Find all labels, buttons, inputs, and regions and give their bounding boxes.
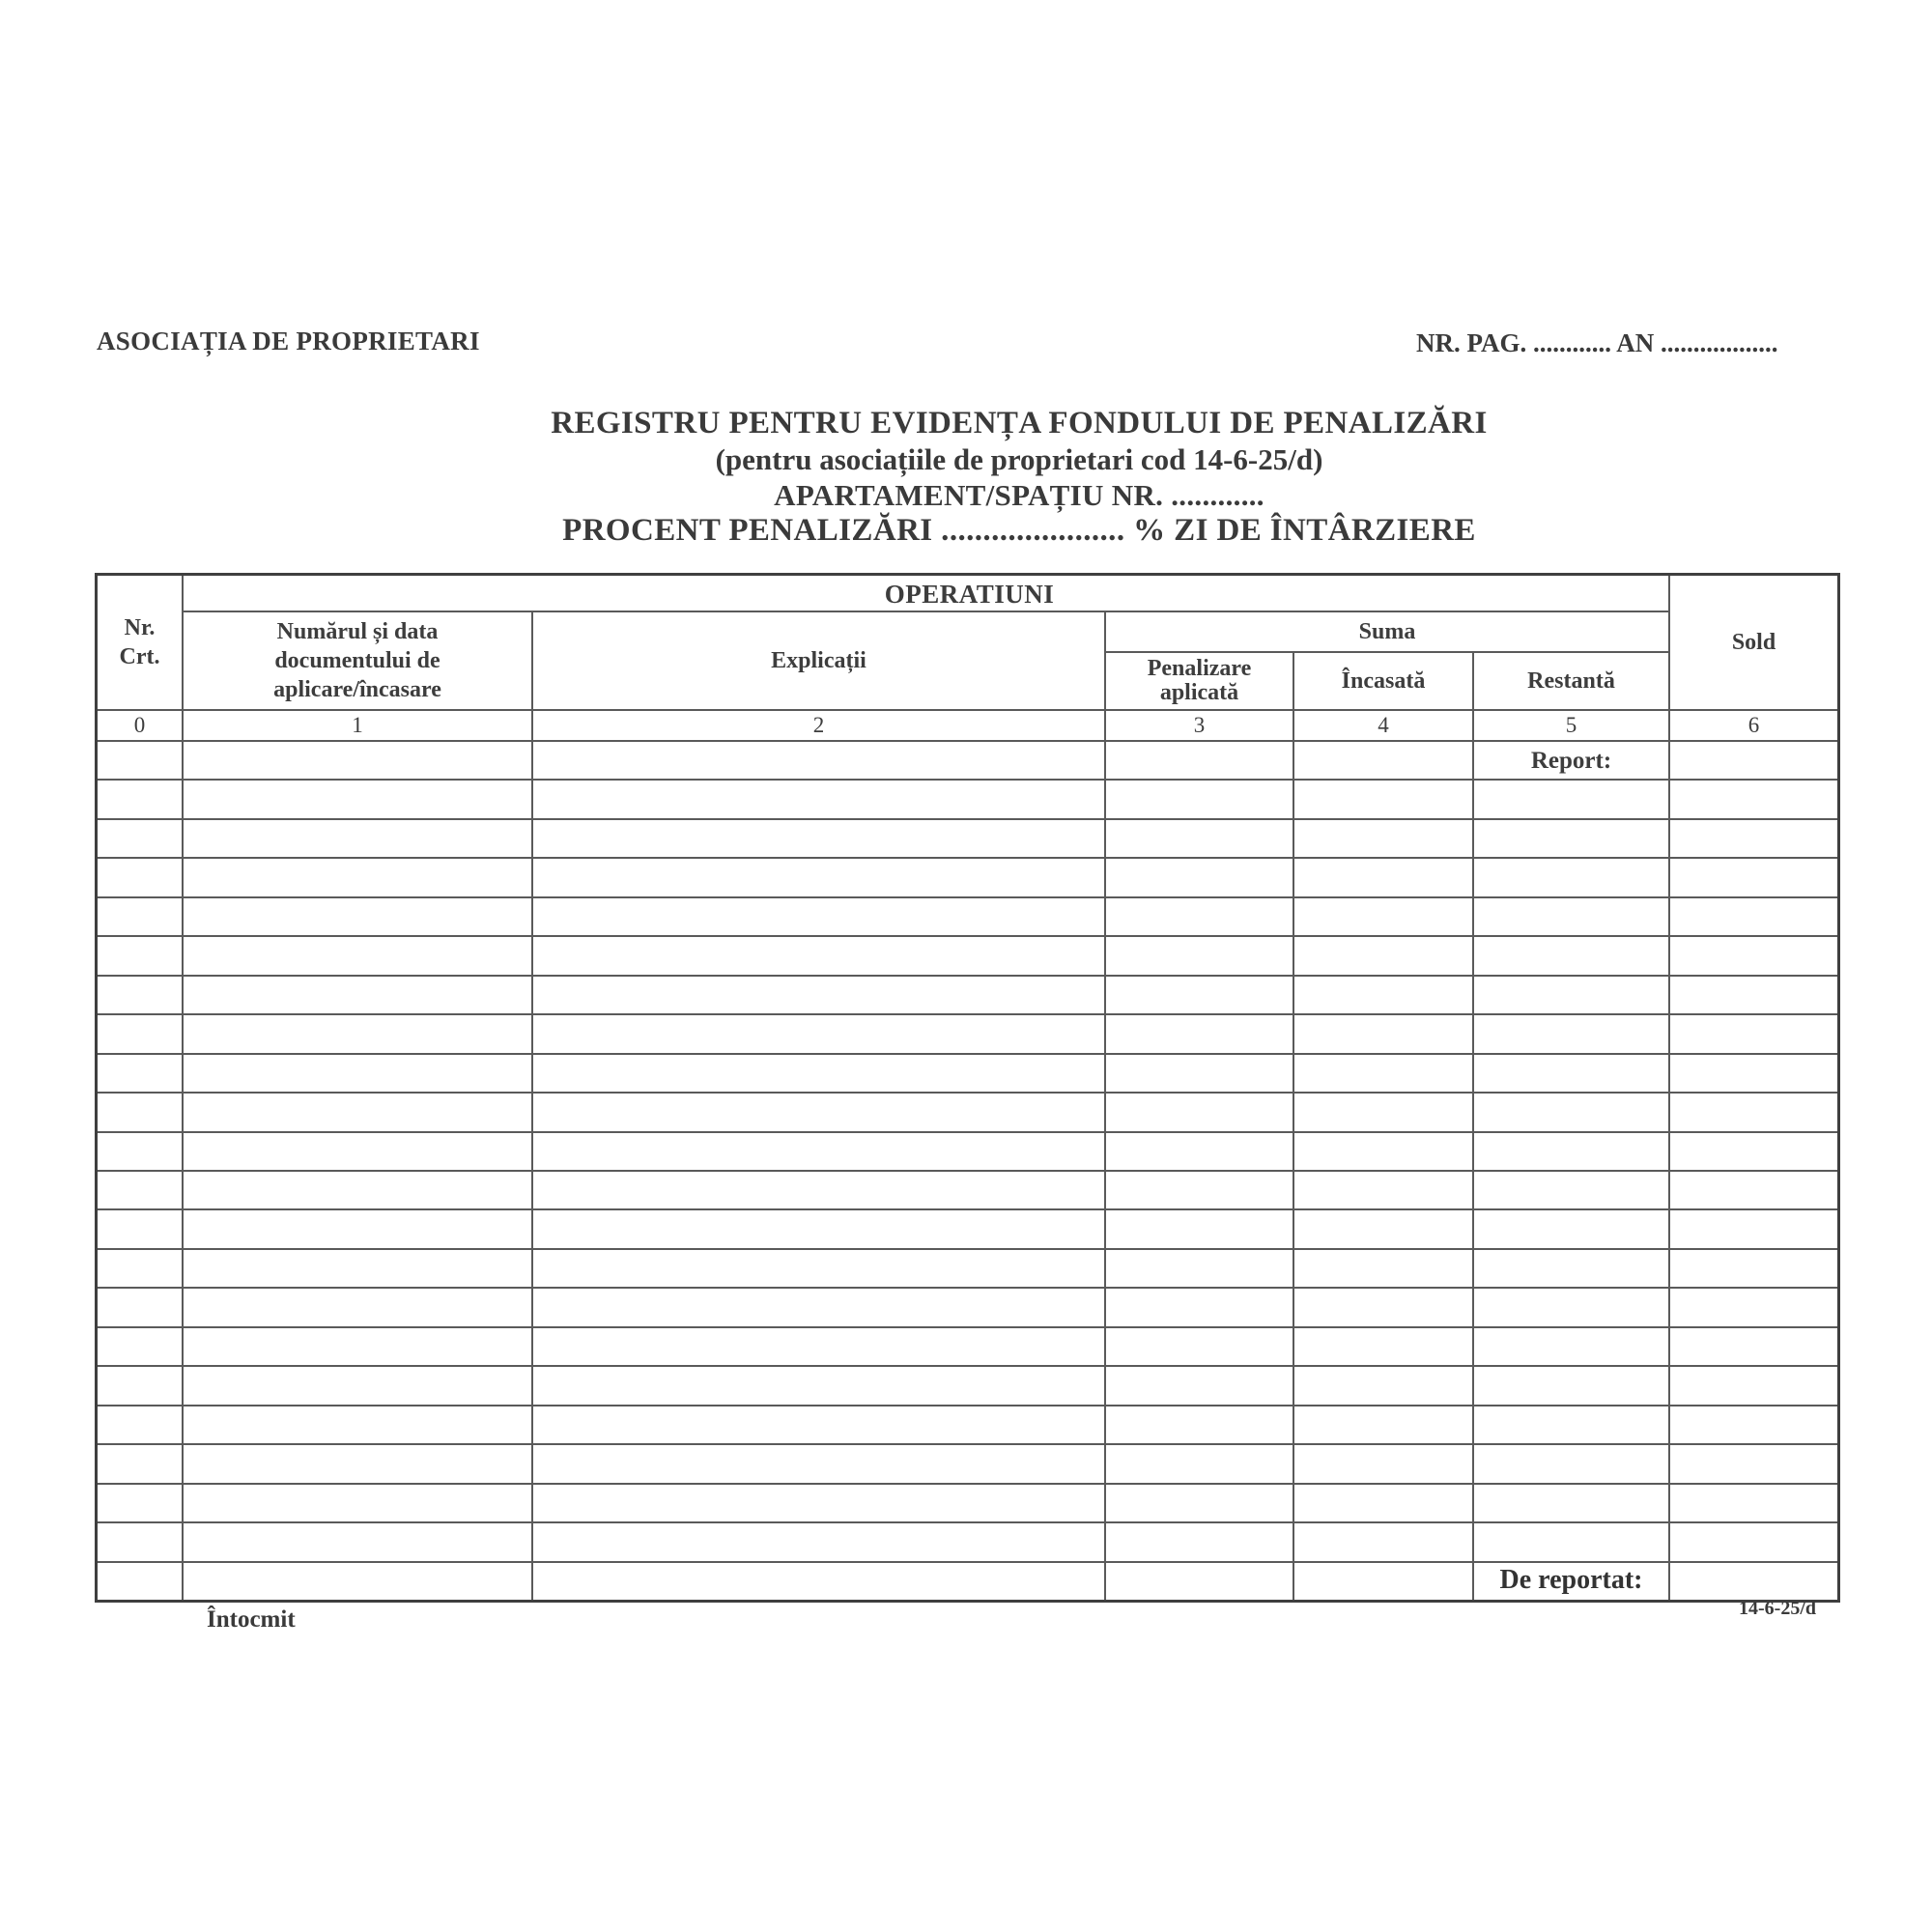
column-number-0: 0 <box>133 713 146 737</box>
row-rule <box>98 740 1837 742</box>
header-nr-line2: Crt. <box>119 644 160 669</box>
row-rule <box>98 779 1837 781</box>
row-rule <box>98 935 1837 937</box>
register-subtitle: (pentru asociațiile de proprietari cod 14-6-25/d) <box>715 442 1323 476</box>
row-rule <box>98 975 1837 977</box>
column-number-3: 3 <box>1193 713 1206 737</box>
row-rule <box>98 1170 1837 1172</box>
col-rule-restanta <box>1668 576 1670 1600</box>
col-rule-nr <box>182 576 184 1600</box>
report-label: Report: <box>1530 748 1612 774</box>
suma-underline <box>1104 651 1670 653</box>
row-rule <box>98 1092 1837 1094</box>
row-rule <box>98 1248 1837 1250</box>
row-rule <box>98 818 1837 820</box>
row-rule <box>98 1326 1837 1328</box>
de-reportat-label: De reportat: <box>1499 1565 1643 1595</box>
row-rule <box>98 1053 1837 1055</box>
header-operatiuni: OPERATIUNI <box>884 580 1055 609</box>
register-title: REGISTRU PENTRU EVIDENȚA FONDULUI DE PENALIZĂRI <box>551 406 1488 440</box>
row-rule <box>98 857 1837 859</box>
row-rule <box>98 1483 1837 1485</box>
col-rule-document <box>531 611 533 1600</box>
row-rule <box>98 1131 1837 1133</box>
row-rule <box>98 1443 1837 1445</box>
form-code: 14-6-25/d <box>1739 1598 1816 1619</box>
row-rule <box>98 1521 1837 1523</box>
register-table <box>95 573 1840 1603</box>
col-rule-incasata <box>1472 651 1474 1600</box>
column-number-2: 2 <box>812 713 825 737</box>
col-rule-explicatii <box>1104 611 1106 1600</box>
header-document-line2: documentului de <box>274 648 440 673</box>
row-rule <box>98 1287 1837 1289</box>
header-penalizare-aplicata <box>1106 653 1293 709</box>
header-penalizare-line2: aplicată <box>1159 680 1239 705</box>
header-suma: Suma <box>1358 619 1416 644</box>
row-rule <box>98 1013 1837 1015</box>
row-rule <box>98 1405 1837 1406</box>
header-restanta: Restantă <box>1527 668 1615 694</box>
header-penalizare-line1: Penalizare <box>1147 656 1252 681</box>
apartment-field: APARTAMENT/SPAȚIU NR. ............ <box>774 478 1264 512</box>
operatiuni-underline <box>182 611 1670 612</box>
col-rule-penalizare <box>1293 651 1294 1600</box>
column-number-5: 5 <box>1565 713 1577 737</box>
association-label: ASOCIAȚIA DE PROPRIETARI <box>97 327 480 355</box>
header-incasata: Încasată <box>1341 668 1426 694</box>
page-year-field: NR. PAG. ............ AN .................. <box>1416 328 1778 357</box>
column-number-1: 1 <box>352 713 363 737</box>
header-explicatii: Explicații <box>771 648 867 673</box>
header-nr-crt <box>98 576 182 709</box>
prepared-by-label: Întocmit <box>207 1606 296 1633</box>
header-sold: Sold <box>1731 630 1776 655</box>
row-rule <box>98 1208 1837 1210</box>
header-document-line3: aplicare/încasare <box>273 677 441 702</box>
column-number-4: 4 <box>1378 713 1389 737</box>
row-rule <box>98 896 1837 898</box>
register-title-block <box>328 406 1710 549</box>
column-number-6: 6 <box>1747 713 1760 737</box>
header-document-line1: Numărul și data <box>276 619 439 644</box>
penalty-percent-field: PROCENT PENALIZĂRI ...................... % ZI DE ÎNTÂRZIERE <box>562 513 1476 548</box>
row-rule <box>98 1561 1837 1563</box>
row-rule <box>98 1365 1837 1367</box>
header-nr-line1: Nr. <box>124 615 156 640</box>
header-document <box>184 612 531 709</box>
header-bottom-rule <box>98 709 1837 711</box>
